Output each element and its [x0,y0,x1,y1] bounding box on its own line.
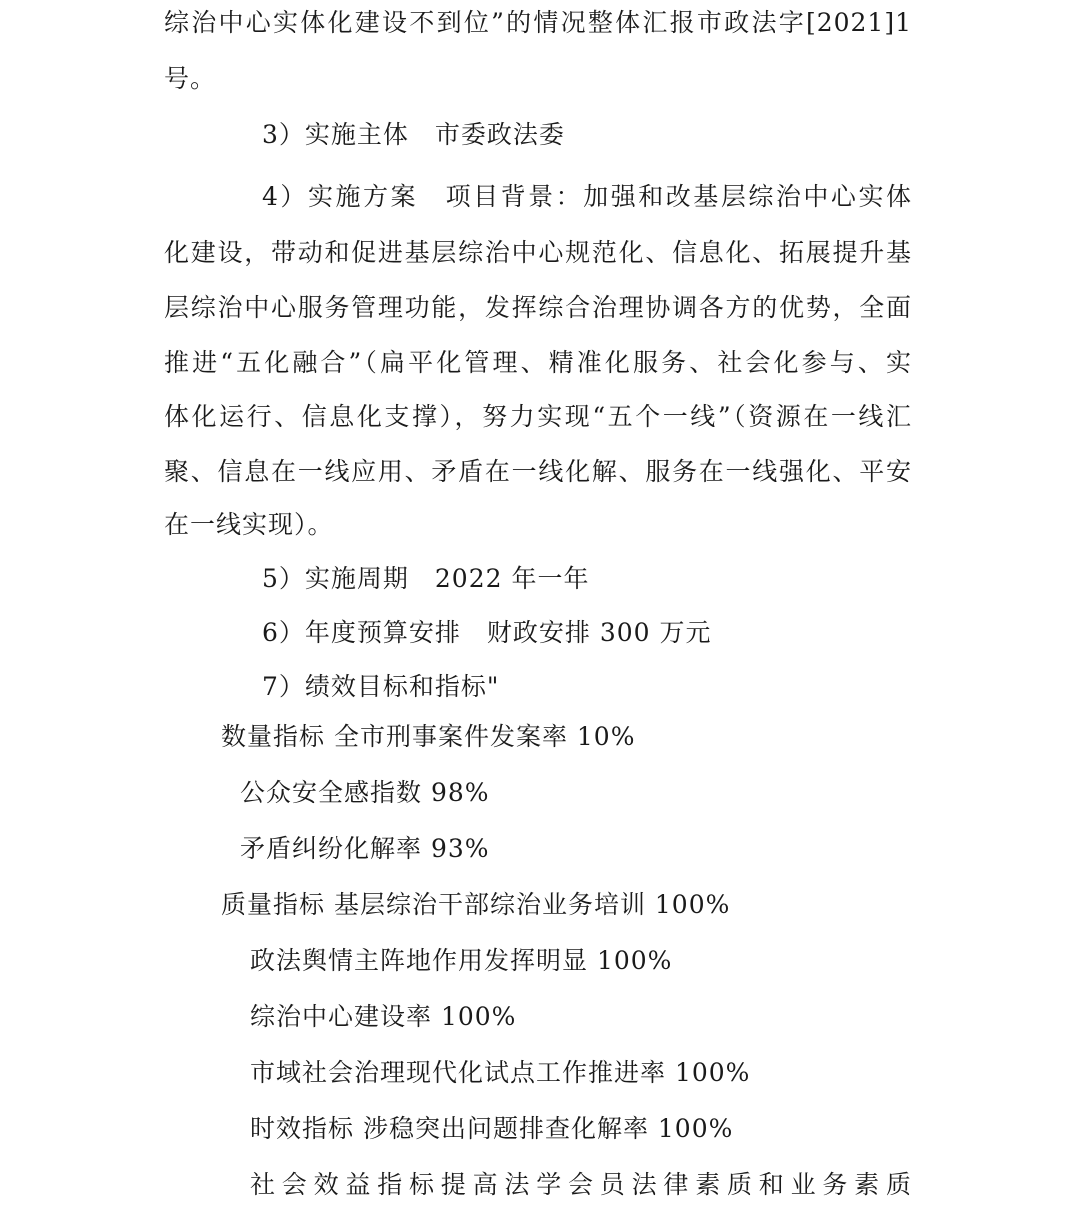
paragraph-line: 号。 [164,64,217,93]
indicator-quantity-crime-rate: 数量指标 全市刑事案件发案率 10% [221,722,636,751]
item-7-performance-goals: 7）绩效目标和指标" [262,672,500,701]
paragraph-line: 在一线实现）。 [164,510,334,539]
paragraph-line: 层综治中心服务管理功能，发挥综合治理协调各方的优势，全面 [164,293,912,322]
paragraph-line: 体化运行、信息化支撑），努力实现“五个一线”（资源在一线汇 [164,402,912,431]
indicator-dispute-resolution-rate: 矛盾纠纷化解率 93% [240,834,490,863]
indicator-timeliness: 时效指标 涉稳突出问题排查化解率 100% [250,1114,734,1143]
indicator-public-opinion: 政法舆情主阵地作用发挥明显 100% [250,946,673,975]
indicator-center-construction-rate: 综治中心建设率 100% [250,1002,517,1031]
indicator-public-safety-index: 公众安全感指数 98% [240,778,490,807]
item-4-implementation-plan: 4）实施方案 项目背景：加强和改基层综治中心实体 [262,182,912,211]
indicator-social-benefit: 社会效益指标提高法学会员法律素质和业务素质 [250,1170,912,1199]
item-3-implementing-body: 3）实施主体 市委政法委 [262,120,565,149]
paragraph-line: 化建设，带动和促进基层综治中心规范化、信息化、拓展提升基 [164,238,912,267]
item-5-implementation-period: 5）实施周期 2022 年一年 [262,564,590,593]
indicator-quality-training: 质量指标 基层综治干部综治业务培训 100% [221,890,731,919]
paragraph-line: 聚、信息在一线应用、矛盾在一线化解、服务在一线强化、平安 [164,457,912,486]
paragraph-line: 推进“五化融合”（扁平化管理、精准化服务、社会化参与、实 [164,348,912,377]
indicator-pilot-progress-rate: 市域社会治理现代化试点工作推进率 100% [250,1058,751,1087]
paragraph-line: 综治中心实体化建设不到位”的情况整体汇报市政法字[2021]1 [164,8,912,37]
item-6-annual-budget: 6）年度预算安排 财政安排 300 万元 [262,618,712,647]
